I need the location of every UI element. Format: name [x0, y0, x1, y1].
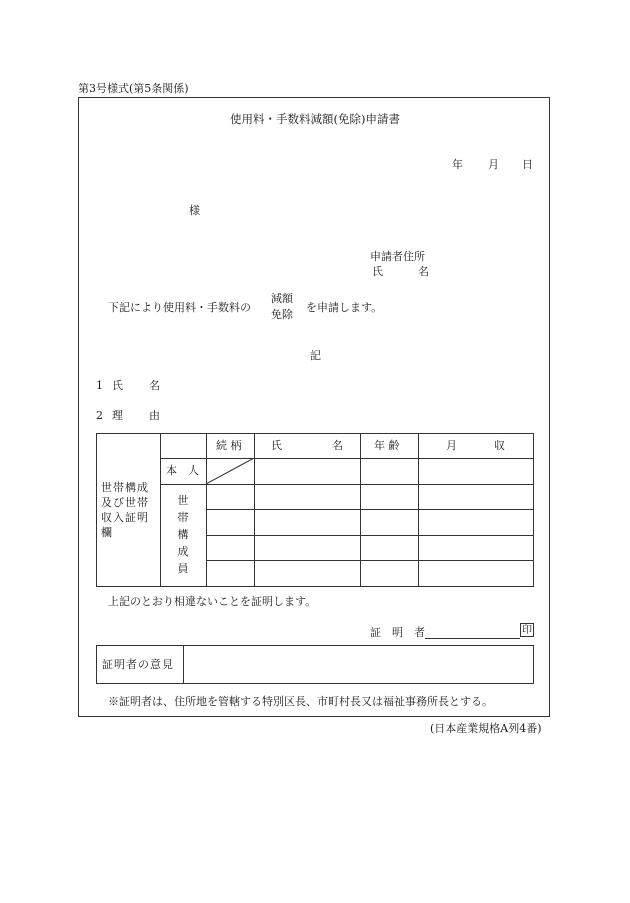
header-name-2: 名 [332, 439, 343, 452]
form-number: 第3号様式(第5条関係) [78, 82, 189, 95]
item1-label-2: 名 [149, 379, 160, 392]
opinion-label: 証明者の意見 [102, 658, 174, 671]
certify-text: 上記のとおり相違ないことを証明します。 [108, 595, 317, 608]
header-relation: 続 柄 [216, 439, 242, 452]
request-prefix: 下記により使用料・手数料の [108, 301, 251, 314]
request-option-exemption: 免除 [271, 308, 293, 321]
certifier-label: 証 明 者 [370, 626, 425, 639]
members-label-char: 成 [177, 545, 189, 558]
date-year: 年 [452, 158, 463, 171]
addressee-suffix: 様 [189, 204, 200, 217]
certifier-note: ※証明者は、住所地を管轄する特別区長、市町村長又は福祉事務所長とする。 [108, 695, 493, 708]
header-income-1: 月 [446, 439, 457, 452]
header-income-2: 収 [494, 439, 505, 452]
item1-number: 1 [96, 379, 103, 392]
self-label: 本 人 [166, 464, 199, 477]
seal-mark: 印 [522, 625, 532, 636]
members-label [176, 495, 190, 580]
section-label-line-2: 及び世帯 [101, 496, 149, 509]
item1-label-1: 氏 [112, 379, 123, 392]
section-label-line-3: 収入証明 [101, 511, 149, 524]
members-label-char: 帯 [177, 511, 189, 524]
applicant-name-label-2: 名 [418, 265, 429, 278]
ki-mark: 記 [310, 349, 321, 362]
page-title: 使用料・手数料減額(免除)申請書 [230, 112, 400, 126]
members-label-char: 構 [177, 528, 189, 541]
form-frame [78, 97, 550, 717]
item2-number: 2 [96, 409, 103, 422]
applicant-name-label-1: 氏 [372, 265, 383, 278]
diagonal-slash [206, 458, 254, 484]
date-month: 月 [488, 158, 499, 171]
section-label-line-4: 欄 [101, 526, 112, 539]
certifier-signature-line [425, 638, 520, 639]
request-suffix: を申請します。 [306, 301, 383, 314]
section-label-line-1: 世帯構成 [101, 481, 149, 494]
members-label-char: 員 [177, 562, 189, 575]
item2-label-2: 由 [149, 409, 160, 422]
header-age: 年 齢 [374, 439, 400, 452]
header-name-1: 氏 [271, 439, 282, 452]
paper-size: (日本産業規格A列4番) [430, 722, 542, 735]
item2-label-1: 理 [112, 409, 123, 422]
applicant-address-label: 申請者住所 [370, 250, 425, 263]
members-label-char: 世 [177, 494, 189, 507]
request-option-reduction: 減額 [271, 292, 293, 305]
date-day: 日 [522, 158, 533, 171]
